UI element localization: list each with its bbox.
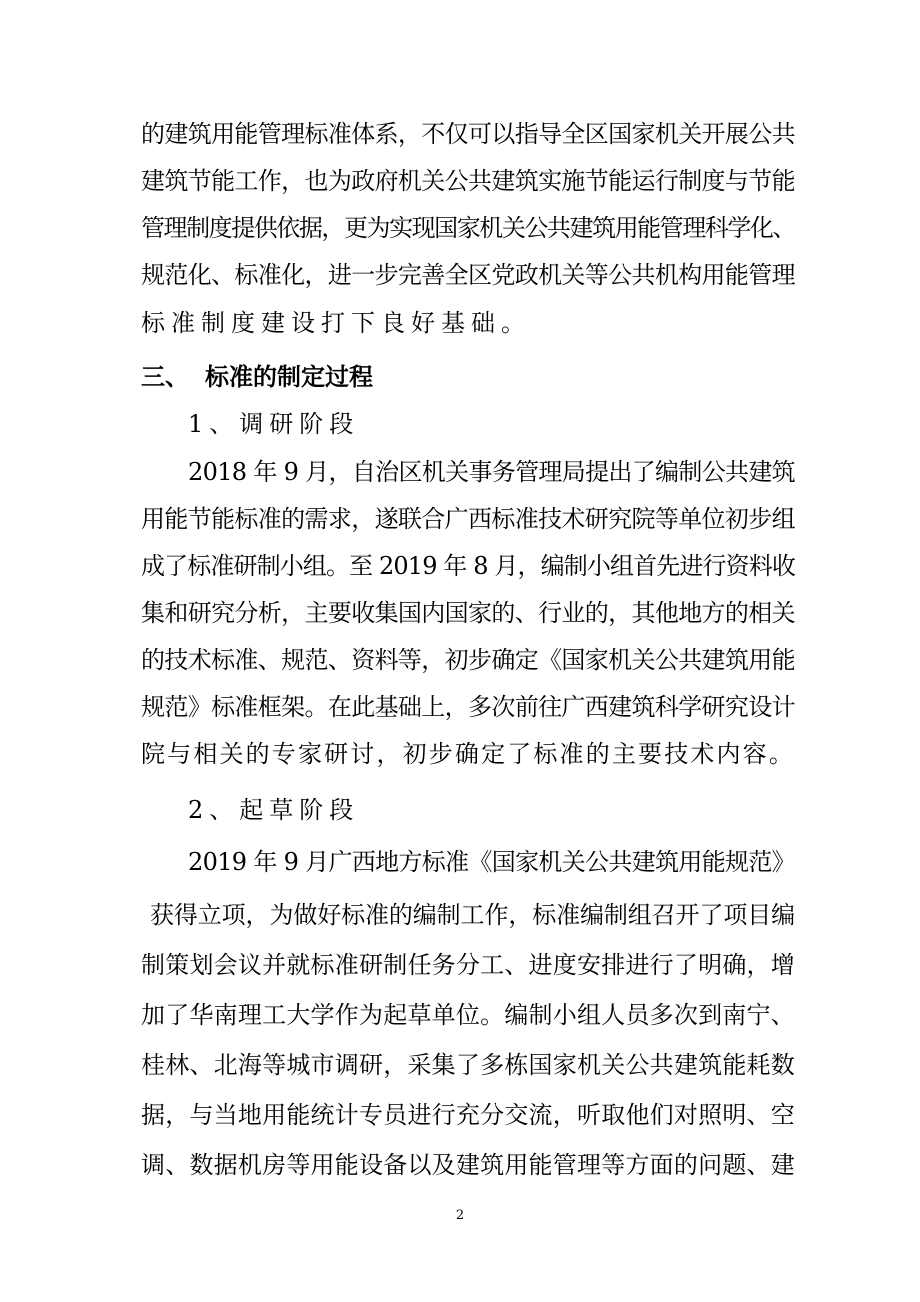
section-title: 标准的制定过程 <box>205 362 373 391</box>
paragraph-line: 的技术标准、规范、资料等，初步确定《国家机关公共建筑用能 <box>141 646 795 674</box>
paragraph-line: 制策划会议并就标准研制任务分工、进度安排进行了明确，增 <box>141 951 795 979</box>
paragraph-line: 调、数据机房等用能设备以及建筑用能管理等方面的问题、建 <box>141 1151 795 1179</box>
paragraph-line: 建筑节能工作，也为政府机关公共建筑实施节能运行制度与节能 <box>141 167 795 195</box>
paragraph-line: 管理制度提供依据，更为实现国家机关公共建筑用能管理科学化、 <box>141 214 795 242</box>
subsection-heading: 2、起草阶段 <box>188 796 360 824</box>
paragraph-line: 桂林、北海等城市调研，采集了多栋国家机关公共建筑能耗数 <box>141 1051 795 1079</box>
section-number: 三、 <box>141 362 189 391</box>
paragraph-line: 院与相关的专家研讨，初步确定了标准的主要技术内容。 <box>141 740 795 768</box>
paragraph-line: 2018 年 9 月，自治区机关事务管理局提出了编制公共建筑 <box>188 458 795 486</box>
section-heading <box>141 362 373 392</box>
paragraph-line: 集和研究分析，主要收集国内国家的、行业的，其他地方的相关 <box>141 599 795 627</box>
paragraph-line: 的建筑用能管理标准体系，不仅可以指导全区国家机关开展公共 <box>141 120 795 148</box>
paragraph-line: 标准制度建设打下良好基础。 <box>141 309 531 337</box>
subsection-heading: 1、调研阶段 <box>188 410 360 438</box>
page-number: 2 <box>455 1208 465 1223</box>
paragraph-line: 用能节能标准的需求，遂联合广西标准技术研究院等单位初步组 <box>141 505 795 533</box>
paragraph-line: 2019 年 9 月广西地方标准《国家机关公共建筑用能规范》 <box>188 848 795 876</box>
paragraph-line: 规范》标准框架。在此基础上，多次前往广西建筑科学研究设计 <box>141 693 795 721</box>
paragraph-line: 据，与当地用能统计专员进行充分交流，听取他们对照明、空 <box>141 1101 795 1129</box>
paragraph-line: 加了华南理工大学作为起草单位。编制小组人员多次到南宁、 <box>141 1001 795 1029</box>
paragraph-line: 成了标准研制小组。至 2019 年 8 月，编制小组首先进行资料收 <box>141 552 795 580</box>
paragraph-line: 获得立项，为做好标准的编制工作，标准编制组召开了项目编 <box>150 901 795 929</box>
paragraph-line: 规范化、标准化，进一步完善全区党政机关等公共机构用能管理 <box>141 261 795 289</box>
